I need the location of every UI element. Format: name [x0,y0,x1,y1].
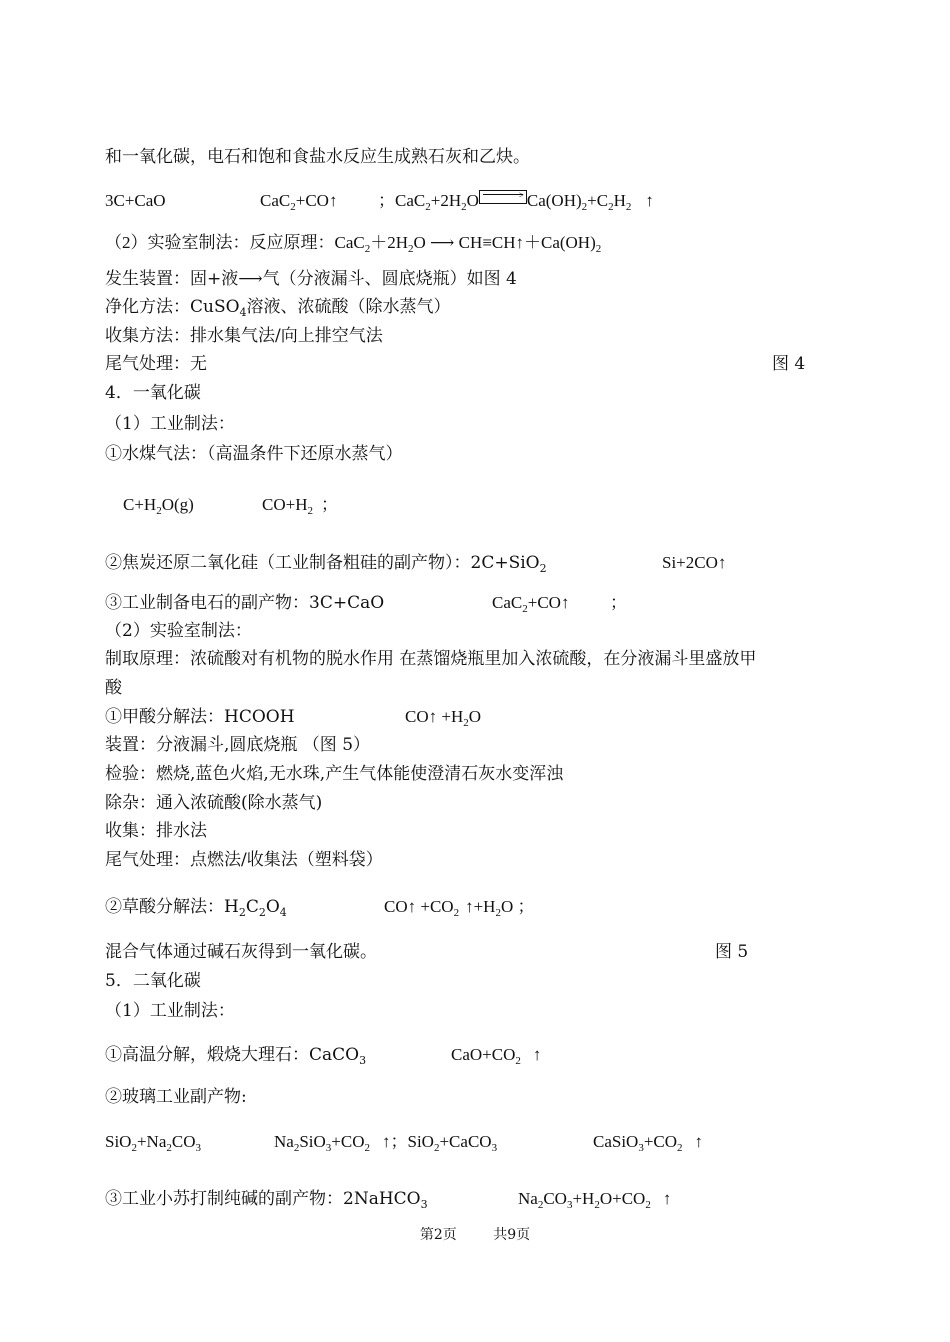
text-line: ②草酸分解法：$H_2C_2O_4$ [105,897,287,919]
equation-products: $Na_2CO_3+H_2O+CO_2$ ↑ [518,1189,672,1211]
page-footer [0,1224,950,1244]
equation-products: $CaSiO_3+CO_2$ ↑ [593,1132,704,1154]
section-heading: 5．二氧化碳 [105,971,201,991]
text-line: 酸 [105,678,122,698]
equation-reactants: $SiO_2+Na_2CO_3$ [105,1132,202,1154]
page-number: 第2页 [419,1227,457,1243]
text-line: ③工业制备电石的副产物：3C+CaO [105,593,385,613]
page-total: 共9页 [493,1227,531,1243]
text-line: 制取原理：浓硫酸对有机物的脱水作用 在蒸馏烧瓶里加入浓硫酸，在分液漏斗里盛放甲 [105,649,757,669]
text-line: （2）实验室制法：反应原理：$CaC_2+2H_2O$ ⟶ $CH\equiv CH↑+Ca(OH)_2$ [105,233,602,255]
equation-products: CaC$_2$+CO↑ [492,593,570,615]
text-line: ②焦炭还原二氧化硅（工业制备粗硅的副产物）：2C+SiO$_2$ [105,553,547,575]
equation-products: $CaO+CO_2$ ↑ [451,1045,542,1067]
equation-products: Si+2CO↑ [662,553,727,572]
text-line: 和一氧化碳，电石和饱和食盐水反应生成熟石灰和乙炔。 [105,147,530,167]
text-line: ①高温分解，煅烧大理石：CaCO$_3$ [105,1045,367,1067]
text-line: （2）实验室制法： [105,621,252,641]
text-line: 尾气处理：点燃法/收集法（塑料袋） [105,850,383,870]
text-line: ②玻璃工业副产物: [105,1087,247,1107]
equation-products: $CO+H_2$ ； [262,495,338,517]
text-line: 发生装置：固+液⟶气（分液漏斗、圆底烧瓶）如图 4 [105,269,517,289]
equation-products: CaC$_2$+CO↑ [260,191,338,213]
equation-products: CO↑ $+H_2O$ [405,707,482,729]
equation-reactants: ；$CaC_2+2H_2O$ > $Ca(OH)_2+C_2H_2$ ↑ [378,190,654,213]
figure-label: 图 4 [772,354,806,374]
figure-label: 图 5 [715,942,749,962]
text-line: 净化方法：CuSO$_4$溶液、浓硫酸（除水蒸气） [105,297,451,319]
text-line: ①水煤气法：（高温条件下还原水蒸气） [105,444,403,464]
text-line: 尾气处理：无 [105,354,207,374]
text-line: ①甲酸分解法：HCOOH [105,707,295,727]
section-heading: 4．一氧化碳 [105,383,201,403]
text-line: 检验：燃烧,蓝色火焰,无水珠,产生气体能使澄清石灰水变浑浊 [105,764,564,784]
equation-reactants: 3C+CaO [105,191,166,210]
text-line: 收集：排水法 [105,821,207,841]
text-line: （1）工业制法： [105,414,235,434]
text-line: 混合气体通过碱石灰得到一氧化碳。 [105,942,377,962]
text-line: 收集方法：排水集气法/向上排空气法 [105,326,383,346]
reaction-arrow-icon: > [479,190,527,204]
text-line: 装置：分液漏斗,圆底烧瓶 （图 5） [105,735,371,755]
equation-reactants: $C+H_2O(g)$ [123,495,194,517]
text-line: ； [610,593,627,613]
equation-products: $Na_2SiO_3+CO_2$ ↑；SiO$_2$+CaCO$_3$ [274,1132,498,1154]
equation-products: CO↑ $+CO_2$ $↑+H_2O$ ； [384,897,535,919]
text-line: ③工业小苏打制纯碱的副产物：2NaHCO$_3$ [105,1189,428,1211]
text-line: 除杂：通入浓硫酸(除水蒸气) [105,793,323,813]
text-line: （1）工业制法： [105,1001,235,1021]
